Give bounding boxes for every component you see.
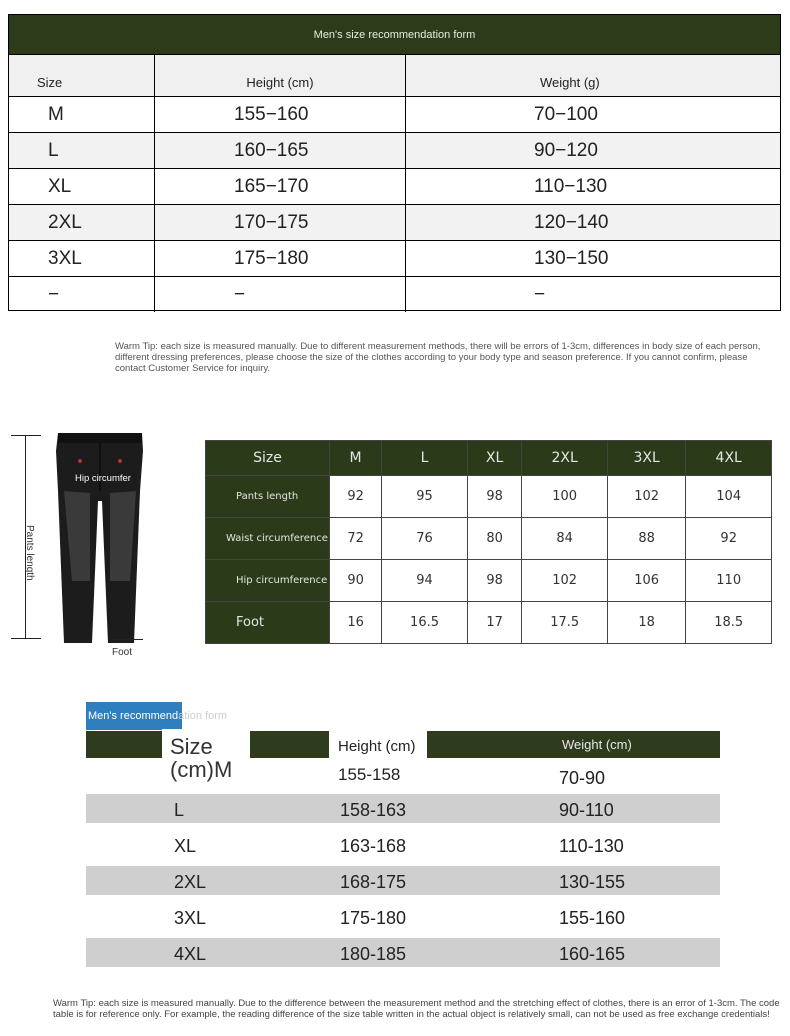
table-cell: 17 bbox=[467, 602, 522, 644]
table-cell: 92 bbox=[329, 476, 381, 518]
table-cell: 90 bbox=[329, 560, 381, 602]
table-row bbox=[206, 476, 772, 518]
table-cell: 102 bbox=[607, 476, 685, 518]
cell-height: 168-175 bbox=[340, 872, 407, 892]
cell-weight: − bbox=[534, 283, 546, 305]
table-cell: 102 bbox=[522, 560, 608, 602]
cell-weight: 110−130 bbox=[534, 175, 608, 197]
pants-figure bbox=[8, 425, 158, 665]
table-row bbox=[86, 866, 720, 895]
cell-height: 165−170 bbox=[155, 169, 406, 204]
cell-weight: 130−150 bbox=[534, 247, 609, 269]
measurement-table bbox=[205, 440, 772, 644]
table-row bbox=[9, 169, 780, 205]
warm-tip-1: Warm Tip: each size is measured manually. Due to different measurement methods, there will be errors of 1-3cm, differences in body size of each person, different dressing preferences, please choose the size of the clothes according to your body type and season preference. If you cannot confirm, please contact Customer Service for inquiry. bbox=[115, 341, 761, 374]
table-row bbox=[9, 205, 780, 241]
table3-header-height: Height (cm) bbox=[329, 730, 427, 778]
cell-weight: 70-90 bbox=[559, 768, 606, 788]
table2-header-cell: 3XL bbox=[607, 441, 685, 476]
table-cell: 98 bbox=[467, 560, 522, 602]
pants-icon bbox=[50, 431, 150, 645]
pants-length-label: Pants length bbox=[24, 525, 35, 581]
cell-height: 158-163 bbox=[340, 800, 407, 820]
cell-size: 4XL bbox=[174, 944, 207, 964]
cell-height: 180-185 bbox=[340, 944, 407, 964]
cell-height: 175−180 bbox=[155, 241, 406, 276]
cell-weight: 110-130 bbox=[559, 836, 624, 856]
cell-weight: 160-165 bbox=[559, 944, 626, 964]
cell-height: − bbox=[155, 277, 406, 312]
table-row bbox=[9, 277, 780, 312]
cell-height: 160−165 bbox=[155, 133, 406, 168]
table2-header-cell: M bbox=[329, 441, 381, 476]
table-cell: 18.5 bbox=[686, 602, 772, 644]
cell-height: 155−160 bbox=[155, 97, 406, 132]
cell-height: 163-168 bbox=[340, 836, 407, 856]
cell-height: 175-180 bbox=[340, 908, 407, 928]
cell-weight: 70−100 bbox=[534, 103, 598, 125]
table-cell: 76 bbox=[382, 518, 468, 560]
table1-title: Men's size recommendation form bbox=[9, 15, 780, 55]
table-cell: 72 bbox=[329, 518, 381, 560]
table-cell: 84 bbox=[522, 518, 608, 560]
cell-size: 3XL bbox=[9, 241, 155, 276]
cell-weight: 90−120 bbox=[534, 139, 598, 161]
table-cell: 110 bbox=[686, 560, 772, 602]
cell-size: L bbox=[9, 133, 155, 168]
table2-header-cell: 2XL bbox=[522, 441, 608, 476]
cell-size: M bbox=[9, 97, 155, 132]
table-row bbox=[9, 97, 780, 133]
table2-header-cell: XL bbox=[467, 441, 522, 476]
cell-size: 3XL bbox=[174, 908, 207, 928]
table-cell: 16 bbox=[329, 602, 381, 644]
row-label: Foot bbox=[206, 602, 330, 644]
table1-header-row bbox=[9, 55, 780, 97]
table-row bbox=[206, 560, 772, 602]
cell-height: 155-158 bbox=[338, 765, 401, 784]
table-cell: 100 bbox=[522, 476, 608, 518]
cell-weight: 90-110 bbox=[559, 800, 614, 820]
table-row bbox=[86, 938, 720, 967]
size-table-1 bbox=[8, 14, 781, 311]
table-row bbox=[9, 133, 780, 169]
table-row bbox=[86, 830, 720, 859]
table-cell: 95 bbox=[382, 476, 468, 518]
ruler-tick-top bbox=[11, 435, 41, 436]
table1-header-height: Height (cm) bbox=[155, 55, 406, 96]
table3-tag bbox=[86, 702, 228, 730]
cell-weight: 130-155 bbox=[559, 872, 626, 892]
cell-size: L bbox=[174, 800, 185, 820]
table2-header-cell: 4XL bbox=[686, 441, 772, 476]
table-row bbox=[206, 518, 772, 560]
table-cell: 18 bbox=[607, 602, 685, 644]
table-row bbox=[206, 602, 772, 644]
cell-size: − bbox=[9, 277, 155, 312]
cell-size: XL bbox=[174, 836, 197, 856]
table1-header-weight: Weight (g) bbox=[540, 75, 600, 90]
table2-header-cell: L bbox=[382, 441, 468, 476]
table-cell: 16.5 bbox=[382, 602, 468, 644]
table-cell: 106 bbox=[607, 560, 685, 602]
foot-label: Foot bbox=[112, 647, 133, 658]
table3-header-size: Size (cm)M bbox=[162, 729, 250, 789]
table-cell: 98 bbox=[467, 476, 522, 518]
table-row bbox=[86, 762, 720, 792]
cell-weight: 120−140 bbox=[534, 211, 609, 233]
ruler-tick-bottom bbox=[11, 638, 41, 639]
table-cell: 80 bbox=[467, 518, 522, 560]
table-row bbox=[86, 902, 720, 931]
table3-tag-text: Men's recommend bbox=[88, 710, 179, 722]
foot-measure-line bbox=[111, 639, 143, 640]
cell-size: 2XL bbox=[9, 205, 155, 240]
table-row bbox=[9, 241, 780, 277]
table-cell: 88 bbox=[607, 518, 685, 560]
table2-header-cell: Size bbox=[206, 441, 330, 476]
size-table-3 bbox=[86, 702, 720, 970]
row-label: Waist circumference bbox=[206, 518, 330, 560]
table2-header-row bbox=[206, 441, 772, 476]
cell-height: 170−175 bbox=[155, 205, 406, 240]
table1-header-size: Size bbox=[9, 55, 155, 96]
table3-header-weight: Weight (cm) bbox=[562, 737, 632, 752]
table-cell: 94 bbox=[382, 560, 468, 602]
cell-weight: 155-160 bbox=[559, 908, 626, 928]
table-cell: 92 bbox=[686, 518, 772, 560]
table3-tag-faded: ation form bbox=[178, 710, 228, 722]
table-cell: 17.5 bbox=[522, 602, 608, 644]
table-row bbox=[86, 794, 720, 823]
row-label: Hip circumference bbox=[206, 560, 330, 602]
row-label: Pants length bbox=[206, 476, 330, 518]
warm-tip-2: Warm Tip: each size is measured manually. Due to the difference between the measurement method and the stretching effect of clothes, there is an error of 1-3cm. The code table is for reference only. For example, the reading difference of the size table written in the actual object is relatively small, can not be used as free exchange credentials! bbox=[53, 998, 780, 1020]
table-cell: 104 bbox=[686, 476, 772, 518]
cell-size: 2XL bbox=[174, 872, 207, 892]
cell-size: XL bbox=[9, 169, 155, 204]
hip-circumference-label: Hip circumfer bbox=[75, 473, 131, 484]
